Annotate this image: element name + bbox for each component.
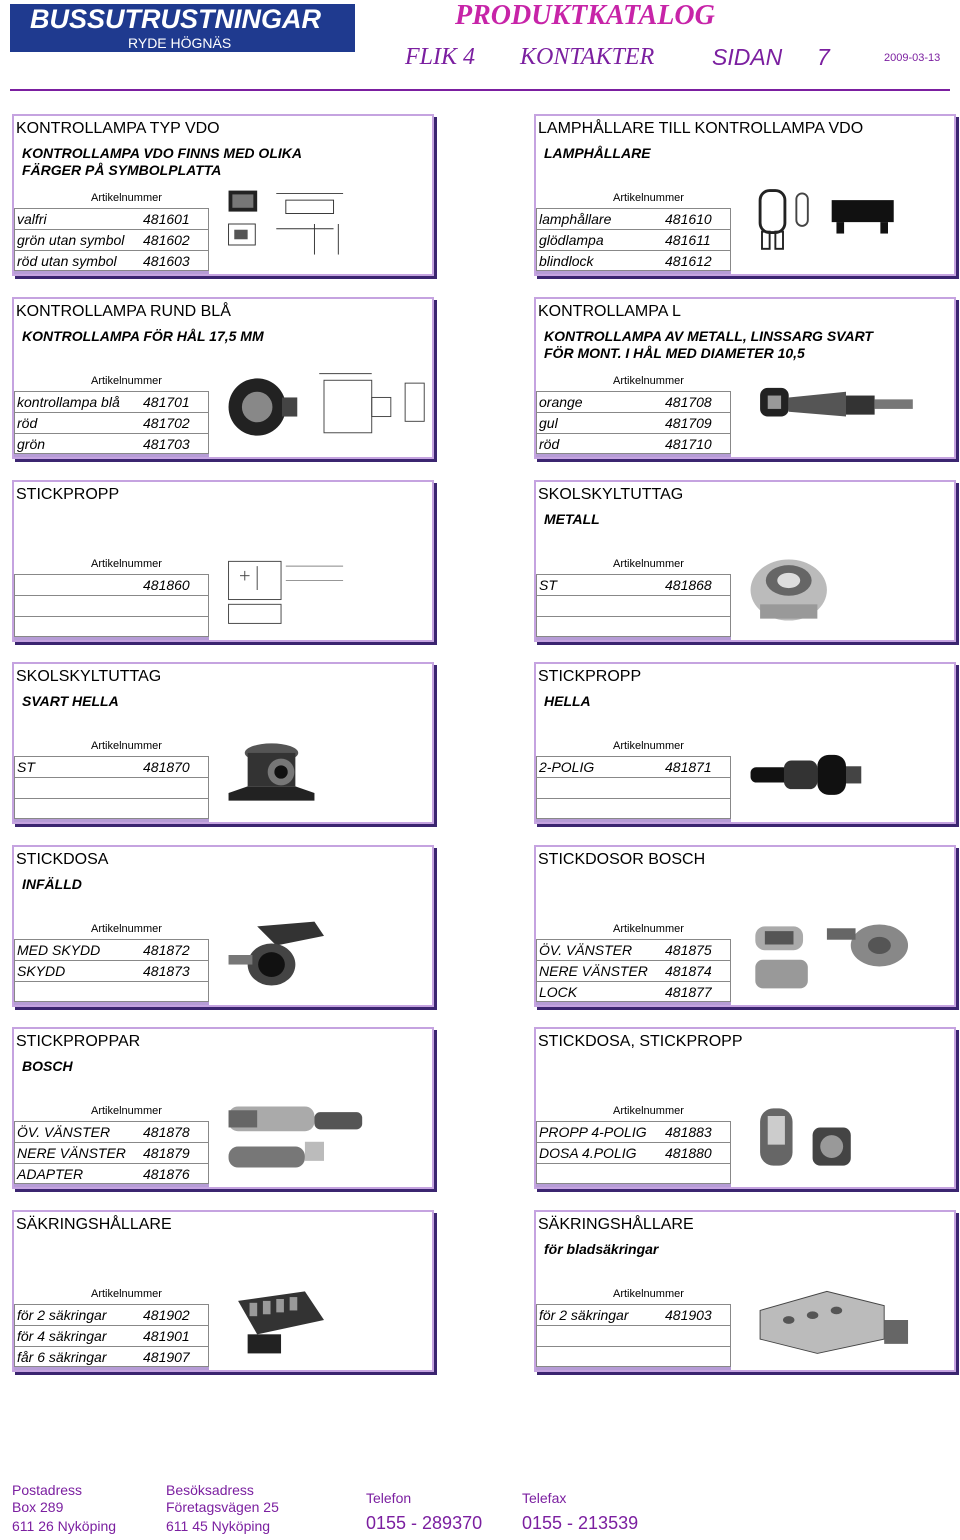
product-image bbox=[219, 1097, 429, 1177]
article-name: glödlampa bbox=[539, 232, 604, 248]
article-name: NERE VÄNSTER bbox=[539, 963, 648, 979]
article-name: röd bbox=[17, 415, 38, 431]
article-number: 481902 bbox=[143, 1307, 190, 1323]
product-title: SÄKRINGSHÅLLARE bbox=[16, 1216, 172, 1233]
table-row bbox=[14, 1121, 209, 1142]
product-image bbox=[741, 915, 951, 995]
product-image bbox=[219, 1280, 429, 1360]
article-name: orange bbox=[539, 394, 583, 410]
article-number: 481870 bbox=[143, 759, 190, 775]
product-title: STICKPROPP bbox=[16, 486, 120, 503]
table-row bbox=[536, 250, 731, 271]
table-row bbox=[14, 777, 209, 798]
table-row bbox=[536, 756, 731, 777]
table-row bbox=[536, 981, 731, 1002]
article-number: 481602 bbox=[143, 232, 190, 248]
article-name: valfri bbox=[17, 211, 47, 227]
table-row bbox=[536, 208, 731, 229]
product-subtitle: BOSCH bbox=[22, 1058, 73, 1074]
product-panel bbox=[12, 1210, 434, 1372]
article-number: 481612 bbox=[665, 252, 712, 269]
product-image bbox=[219, 915, 429, 995]
header-divider bbox=[10, 89, 950, 91]
article-name: NERE VÄNSTER bbox=[17, 1145, 126, 1161]
article-name: LOCK bbox=[539, 983, 578, 1000]
article-number-header: Artikelnummer bbox=[91, 1288, 162, 1300]
article-number-header: Artikelnummer bbox=[613, 923, 684, 935]
article-number: 481876 bbox=[143, 1165, 190, 1182]
postadress-line1: Box 289 bbox=[12, 1499, 64, 1515]
article-number-header: Artikelnummer bbox=[91, 740, 162, 752]
article-table bbox=[536, 391, 731, 454]
product-image bbox=[741, 732, 951, 812]
product-title: KONTROLLAMPA L bbox=[538, 303, 681, 320]
table-row bbox=[14, 208, 209, 229]
article-number: 481877 bbox=[665, 983, 712, 1000]
article-table bbox=[14, 939, 209, 1002]
table-row bbox=[536, 1325, 731, 1346]
article-table bbox=[536, 756, 731, 819]
table-row bbox=[536, 960, 731, 981]
product-panel bbox=[534, 1027, 956, 1189]
article-number: 481873 bbox=[143, 963, 190, 979]
article-number-header: Artikelnummer bbox=[91, 1105, 162, 1117]
table-row bbox=[14, 960, 209, 981]
company-logo: BUSSUTRUSTNINGAR bbox=[10, 4, 355, 34]
table-row bbox=[14, 595, 209, 616]
article-number: 481868 bbox=[665, 577, 712, 593]
article-name: grön utan symbol bbox=[17, 232, 125, 248]
product-image bbox=[741, 1280, 951, 1360]
table-row bbox=[14, 1325, 209, 1346]
article-number: 481907 bbox=[143, 1348, 190, 1365]
table-row bbox=[536, 391, 731, 412]
product-image bbox=[741, 367, 951, 447]
article-number-header: Artikelnummer bbox=[91, 192, 162, 204]
article-number-header: Artikelnummer bbox=[613, 1288, 684, 1300]
article-number: 481610 bbox=[665, 211, 712, 227]
table-row bbox=[536, 229, 731, 250]
product-subtitle: LAMPHÅLLARE bbox=[544, 145, 651, 161]
table-row bbox=[536, 1142, 731, 1163]
product-title: KONTROLLAMPA TYP VDO bbox=[16, 120, 220, 137]
table-row bbox=[536, 412, 731, 433]
product-panel bbox=[534, 114, 956, 276]
product-image bbox=[741, 550, 951, 630]
table-row bbox=[536, 777, 731, 798]
article-number: 481860 bbox=[143, 577, 190, 593]
article-number: 481879 bbox=[143, 1145, 190, 1161]
article-table bbox=[14, 391, 209, 454]
article-number: 481702 bbox=[143, 415, 190, 431]
article-name: 2-POLIG bbox=[539, 759, 595, 775]
telefon-number: 0155 - 289370 bbox=[366, 1513, 483, 1533]
product-panel bbox=[534, 845, 956, 1007]
product-title: STICKDOSOR BOSCH bbox=[538, 851, 706, 868]
article-number-header: Artikelnummer bbox=[91, 558, 162, 570]
article-number-header: Artikelnummer bbox=[91, 375, 162, 387]
product-title: SKOLSKYLTUTTAG bbox=[538, 486, 684, 503]
telefax-number: 0155 - 213539 bbox=[522, 1513, 639, 1533]
table-row bbox=[14, 616, 209, 637]
article-number: 481601 bbox=[143, 211, 190, 227]
product-title: LAMPHÅLLARE TILL KONTROLLAMPA VDO bbox=[538, 120, 864, 137]
table-row bbox=[14, 433, 209, 454]
article-name: för 2 säkringar bbox=[17, 1307, 107, 1323]
article-name: ST bbox=[17, 759, 35, 775]
article-number: 481709 bbox=[665, 415, 712, 431]
article-name: röd bbox=[539, 435, 560, 452]
product-panel bbox=[534, 662, 956, 824]
article-number-header: Artikelnummer bbox=[613, 740, 684, 752]
product-image bbox=[219, 184, 429, 264]
article-number: 481880 bbox=[665, 1145, 712, 1161]
product-title: SKOLSKYLTUTTAG bbox=[16, 668, 162, 685]
table-row bbox=[14, 981, 209, 1002]
besok-line2: 611 45 Nyköping bbox=[166, 1518, 271, 1534]
article-table bbox=[14, 1121, 209, 1184]
product-subtitle: HELLA bbox=[544, 693, 591, 709]
table-row bbox=[14, 1304, 209, 1325]
article-name: ADAPTER bbox=[17, 1165, 84, 1182]
product-image bbox=[219, 732, 429, 812]
table-row bbox=[536, 798, 731, 819]
table-row bbox=[536, 595, 731, 616]
article-name: röd utan symbol bbox=[17, 252, 117, 269]
telefon-label: Telefon bbox=[366, 1490, 412, 1506]
table-row bbox=[14, 1163, 209, 1184]
besok-line1: Företagsvägen 25 bbox=[166, 1499, 279, 1515]
product-title: STICKDOSA bbox=[16, 851, 109, 868]
table-row bbox=[14, 1346, 209, 1367]
catalog-date: 2009-03-13 bbox=[884, 52, 941, 64]
product-panel bbox=[12, 1027, 434, 1189]
article-number: 481701 bbox=[143, 394, 190, 410]
article-number: 481611 bbox=[665, 232, 711, 248]
article-name: kontrollampa blå bbox=[17, 394, 120, 410]
article-number-header: Artikelnummer bbox=[91, 923, 162, 935]
product-subtitle: KONTROLLAMPA AV METALL, LINSSARG SVART bbox=[544, 328, 873, 344]
article-number: 481878 bbox=[143, 1124, 190, 1140]
table-row bbox=[14, 391, 209, 412]
besok-label: Besöksadress bbox=[166, 1482, 254, 1498]
article-table bbox=[536, 208, 731, 271]
product-panel bbox=[12, 662, 434, 824]
table-row bbox=[14, 756, 209, 777]
catalog-title: PRODUKTKATALOG bbox=[455, 0, 715, 31]
tab-label: FLIK 4 bbox=[405, 44, 476, 70]
article-table bbox=[536, 939, 731, 1002]
article-number: 481903 bbox=[665, 1307, 712, 1323]
product-title: KONTROLLAMPA RUND BLÅ bbox=[16, 303, 231, 320]
article-number-header: Artikelnummer bbox=[613, 375, 684, 387]
table-row bbox=[14, 412, 209, 433]
article-name: ÖV. VÄNSTER bbox=[539, 942, 633, 958]
article-number: 481703 bbox=[143, 435, 190, 452]
article-name: MED SKYDD bbox=[17, 942, 101, 958]
article-number-header: Artikelnummer bbox=[613, 192, 684, 204]
product-panel bbox=[534, 1210, 956, 1372]
article-number: 481875 bbox=[665, 942, 712, 958]
product-panel bbox=[12, 297, 434, 459]
article-name: lamphållare bbox=[539, 211, 612, 227]
article-name: ST bbox=[539, 577, 557, 593]
telefax-label: Telefax bbox=[522, 1490, 567, 1506]
article-table bbox=[536, 1304, 731, 1367]
product-subtitle-line2: FÖR MONT. I HÅL MED DIAMETER 10,5 bbox=[544, 345, 805, 361]
postadress-label: Postadress bbox=[12, 1482, 83, 1498]
table-row bbox=[536, 1163, 731, 1184]
product-subtitle: för bladsäkringar bbox=[544, 1241, 659, 1257]
table-row bbox=[536, 433, 731, 454]
article-name: ÖV. VÄNSTER bbox=[17, 1124, 111, 1140]
article-name: SKYDD bbox=[17, 963, 66, 979]
product-panel bbox=[12, 114, 434, 276]
product-image bbox=[219, 550, 429, 630]
article-number: 481874 bbox=[665, 963, 712, 979]
product-image bbox=[741, 1097, 951, 1177]
product-subtitle: KONTROLLAMPA VDO FINNS MED OLIKA bbox=[22, 145, 302, 161]
product-title: STICKPROPPAR bbox=[16, 1033, 141, 1050]
table-row bbox=[14, 250, 209, 271]
page-label: SIDAN bbox=[712, 44, 783, 70]
article-name: PROPP 4-POLIG bbox=[539, 1124, 647, 1140]
product-subtitle-line2: FÄRGER PÅ SYMBOLPLATTA bbox=[22, 162, 222, 178]
product-panel bbox=[12, 845, 434, 1007]
article-number: 481871 bbox=[665, 759, 712, 775]
table-row bbox=[14, 229, 209, 250]
article-table bbox=[14, 1304, 209, 1367]
article-number: 481901 bbox=[143, 1328, 190, 1344]
article-name: DOSA 4.POLIG bbox=[539, 1145, 637, 1161]
table-row bbox=[536, 939, 731, 960]
table-row bbox=[14, 939, 209, 960]
product-panel bbox=[534, 297, 956, 459]
product-image bbox=[219, 367, 429, 447]
article-number: 481883 bbox=[665, 1124, 712, 1140]
article-number: 481710 bbox=[665, 435, 712, 452]
product-title: STICKPROPP bbox=[538, 668, 642, 685]
table-row bbox=[536, 1304, 731, 1325]
postadress-line2: 611 26 Nyköping bbox=[12, 1518, 117, 1534]
article-table bbox=[536, 1121, 731, 1184]
product-subtitle: KONTROLLAMPA FÖR HÅL 17,5 MM bbox=[22, 328, 264, 344]
article-table bbox=[14, 756, 209, 819]
article-name: för 4 säkringar bbox=[17, 1328, 107, 1344]
product-subtitle: SVART HELLA bbox=[22, 693, 119, 709]
table-row bbox=[536, 1121, 731, 1142]
article-name: gul bbox=[539, 415, 558, 431]
table-row bbox=[14, 1142, 209, 1163]
product-title: STICKDOSA, STICKPROPP bbox=[538, 1033, 743, 1050]
article-name: blindlock bbox=[539, 252, 594, 269]
product-panel bbox=[12, 480, 434, 642]
company-location: RYDE HÖGNÄS bbox=[10, 34, 355, 52]
table-row bbox=[536, 574, 731, 595]
article-number-header: Artikelnummer bbox=[613, 1105, 684, 1117]
product-subtitle: METALL bbox=[544, 511, 600, 527]
table-row bbox=[536, 1346, 731, 1367]
product-subtitle: INFÄLLD bbox=[22, 876, 82, 892]
article-table bbox=[14, 574, 209, 637]
table-row bbox=[14, 798, 209, 819]
table-row bbox=[536, 616, 731, 637]
article-number-header: Artikelnummer bbox=[613, 558, 684, 570]
page-number: 7 bbox=[817, 44, 830, 70]
article-name: får 6 säkringar bbox=[17, 1348, 107, 1365]
product-title: SÄKRINGSHÅLLARE bbox=[538, 1216, 694, 1233]
table-row bbox=[14, 574, 209, 595]
article-table bbox=[14, 208, 209, 271]
product-panel bbox=[534, 480, 956, 642]
product-image bbox=[741, 184, 951, 264]
section-title: KONTAKTER bbox=[520, 44, 655, 70]
article-name: grön bbox=[17, 435, 46, 452]
article-number: 481603 bbox=[143, 252, 190, 269]
article-name: för 2 säkringar bbox=[539, 1307, 629, 1323]
article-number: 481872 bbox=[143, 942, 190, 958]
article-number: 481708 bbox=[665, 394, 712, 410]
article-table bbox=[536, 574, 731, 637]
